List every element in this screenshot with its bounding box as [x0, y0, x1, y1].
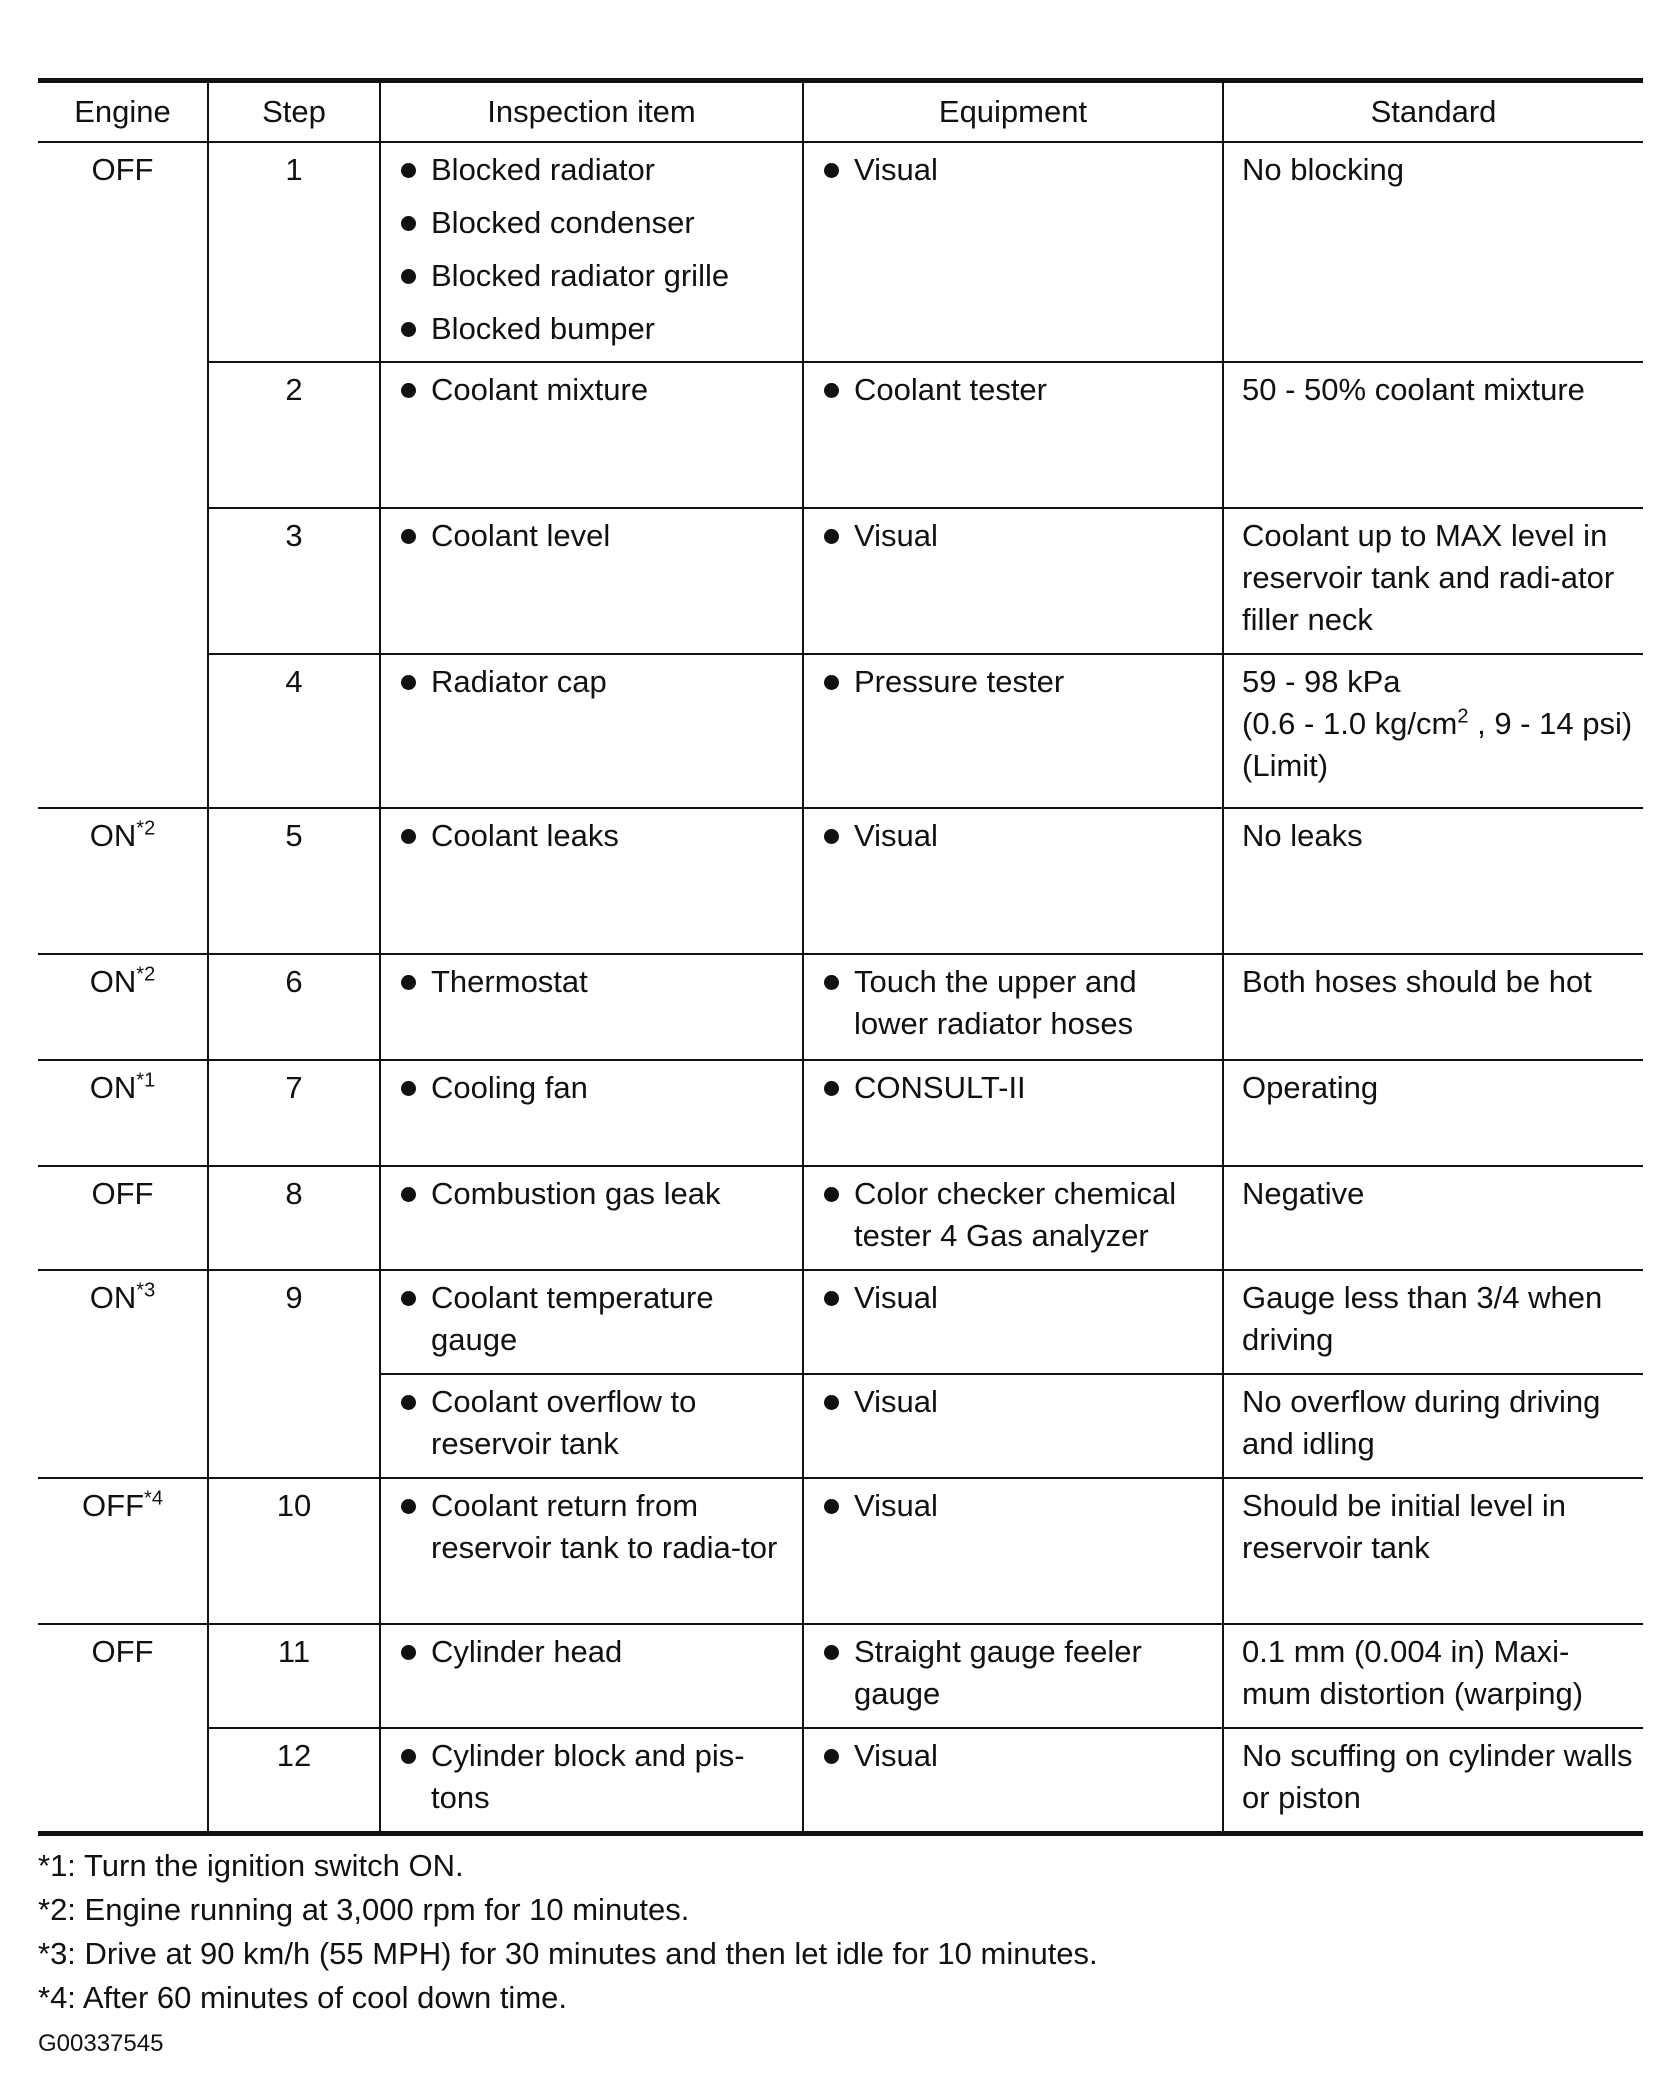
- inspection-item-cell: [380, 654, 803, 808]
- equipment-cell: [803, 362, 1223, 508]
- standard-cell: No blocking: [1223, 142, 1643, 362]
- table-row: [38, 1166, 1643, 1270]
- inspection-item-cell: [380, 1166, 803, 1270]
- step-cell: 3: [208, 508, 380, 654]
- standard-line: 59 - 98 kPa: [1242, 664, 1401, 699]
- list-item: Coolant return from reservoir tank to radia-tor: [399, 1485, 792, 1569]
- standard-cell: Negative: [1223, 1166, 1643, 1270]
- standard-cell: Gauge less than 3/4 when driving: [1223, 1270, 1643, 1374]
- list-item: Blocked bumper: [399, 308, 792, 350]
- standard-cell: No overflow during driving and idling: [1223, 1374, 1643, 1478]
- inspection-item-cell: [380, 142, 803, 362]
- footnote: *2: Engine running at 3,000 rpm for 10 minutes.: [38, 1892, 690, 1927]
- inspection-item-cell: [380, 1478, 803, 1624]
- list-item: Coolant level: [399, 515, 792, 557]
- equipment-cell: [803, 1060, 1223, 1166]
- equipment-cell: [803, 808, 1223, 954]
- equipment-cell: [803, 1728, 1223, 1834]
- table-row: [38, 1478, 1643, 1624]
- standard-line: [1242, 703, 1633, 787]
- list-item: Thermostat: [399, 961, 792, 1003]
- list-item: Combustion gas leak: [399, 1173, 792, 1215]
- list-item: Blocked radiator grille: [399, 255, 792, 297]
- table-row: [38, 142, 1643, 362]
- engine-cell: [38, 1270, 208, 1478]
- footnote-ref: *1: [136, 1069, 156, 1092]
- engine-cell: [38, 1478, 208, 1624]
- step-cell: 10: [208, 1478, 380, 1624]
- table-row: [38, 654, 1643, 808]
- inspection-item-cell: [380, 362, 803, 508]
- table-row: [38, 1270, 1643, 1374]
- table-row: [38, 1624, 1643, 1728]
- table-row: [38, 954, 1643, 1060]
- engine-state: ON: [89, 1070, 137, 1105]
- list-item: Blocked radiator: [399, 149, 792, 191]
- inspection-item-cell: [380, 1270, 803, 1374]
- step-cell: 9: [208, 1270, 380, 1478]
- list-item: CONSULT-II: [822, 1067, 1212, 1109]
- superscript: 2: [1457, 705, 1469, 728]
- engine-cell: [38, 1624, 208, 1834]
- step-cell: 12: [208, 1728, 380, 1834]
- list-item: Visual: [822, 815, 1212, 857]
- equipment-cell: [803, 1478, 1223, 1624]
- list-item: Visual: [822, 515, 1212, 557]
- inspection-item-cell: [380, 508, 803, 654]
- engine-state: OFF: [91, 1634, 154, 1669]
- list-item: Cooling fan: [399, 1067, 792, 1109]
- document-page: [38, 78, 1643, 2060]
- inspection-item-cell: [380, 954, 803, 1060]
- footnotes: [38, 1844, 1643, 2020]
- inspection-item-cell: [380, 808, 803, 954]
- standard-cell: Operating: [1223, 1060, 1643, 1166]
- inspection-item-cell: [380, 1374, 803, 1478]
- footnote-ref: *2: [136, 963, 156, 986]
- list-item: Coolant temperature gauge: [399, 1277, 792, 1361]
- standard-cell: [1223, 654, 1643, 808]
- step-cell: 5: [208, 808, 380, 954]
- list-item: Visual: [822, 1277, 1212, 1319]
- header-equipment: Equipment: [803, 81, 1223, 143]
- engine-cell: [38, 142, 208, 808]
- figure-code: G00337545: [38, 2030, 164, 2057]
- equipment-cell: [803, 1374, 1223, 1478]
- standard-cell: Both hoses should be hot: [1223, 954, 1643, 1060]
- list-item: Coolant tester: [822, 369, 1212, 411]
- table-row: [38, 808, 1643, 954]
- standard-text: , 9 - 14 psi) (Limit): [1242, 706, 1633, 783]
- step-cell: 1: [208, 142, 380, 362]
- header-standard: Standard: [1223, 81, 1643, 143]
- header-inspection-item: Inspection item: [380, 81, 803, 143]
- header-row: [38, 81, 1643, 143]
- equipment-cell: [803, 1624, 1223, 1728]
- engine-cell: [38, 1060, 208, 1166]
- inspection-table: [38, 78, 1643, 1836]
- footnote-ref: *2: [136, 817, 156, 840]
- step-cell: 11: [208, 1624, 380, 1728]
- engine-cell: [38, 808, 208, 954]
- list-item: Blocked condenser: [399, 202, 792, 244]
- list-item: Radiator cap: [399, 661, 792, 703]
- standard-cell: Coolant up to MAX level in reservoir tank and radi-ator filler neck: [1223, 508, 1643, 654]
- inspection-item-cell: [380, 1060, 803, 1166]
- list-item: Coolant overflow to reservoir tank: [399, 1381, 792, 1465]
- table-row: [38, 362, 1643, 508]
- step-cell: 8: [208, 1166, 380, 1270]
- equipment-cell: [803, 1270, 1223, 1374]
- table-row: [38, 1728, 1643, 1834]
- list-item: Pressure tester: [822, 661, 1212, 703]
- list-item: Cylinder block and pis-tons: [399, 1735, 792, 1819]
- footnote-ref: *3: [136, 1279, 156, 1302]
- standard-cell: 50 - 50% coolant mixture: [1223, 362, 1643, 508]
- footnote: *4: After 60 minutes of cool down time.: [38, 1980, 567, 2015]
- list-item: Coolant mixture: [399, 369, 792, 411]
- engine-state: ON: [89, 1280, 137, 1315]
- step-cell: 2: [208, 362, 380, 508]
- inspection-item-cell: [380, 1728, 803, 1834]
- list-item: Coolant leaks: [399, 815, 792, 857]
- standard-cell: No leaks: [1223, 808, 1643, 954]
- engine-cell: [38, 954, 208, 1060]
- list-item: Straight gauge feeler gauge: [822, 1631, 1212, 1715]
- footnote: *1: Turn the ignition switch ON.: [38, 1848, 464, 1883]
- step-cell: 4: [208, 654, 380, 808]
- list-item: Visual: [822, 1485, 1212, 1527]
- list-item: Touch the upper and lower radiator hoses: [822, 961, 1212, 1045]
- equipment-cell: [803, 142, 1223, 362]
- equipment-cell: [803, 508, 1223, 654]
- standard-cell: Should be initial level in reservoir tank: [1223, 1478, 1643, 1624]
- inspection-item-cell: [380, 1624, 803, 1728]
- standard-cell: No scuffing on cylinder walls or piston: [1223, 1728, 1643, 1834]
- list-item: Visual: [822, 149, 1212, 191]
- list-item: Visual: [822, 1381, 1212, 1423]
- header-step: Step: [208, 81, 380, 143]
- engine-state: OFF: [91, 1176, 154, 1211]
- equipment-cell: [803, 654, 1223, 808]
- header-engine: Engine: [38, 81, 208, 143]
- footnote-ref: *4: [144, 1487, 163, 1510]
- list-item: Visual: [822, 1735, 1212, 1777]
- engine-cell: [38, 1166, 208, 1270]
- equipment-cell: [803, 954, 1223, 1060]
- engine-state: ON: [89, 964, 137, 999]
- standard-text: (0.6 - 1.0 kg/cm: [1242, 706, 1458, 741]
- engine-state: OFF: [91, 152, 154, 187]
- table-row: [38, 1060, 1643, 1166]
- engine-state: OFF: [82, 1488, 145, 1523]
- step-cell: 7: [208, 1060, 380, 1166]
- list-item: Cylinder head: [399, 1631, 792, 1673]
- step-cell: 6: [208, 954, 380, 1060]
- equipment-cell: [803, 1166, 1223, 1270]
- standard-cell: 0.1 mm (0.004 in) Maxi-mum distortion (warping): [1223, 1624, 1643, 1728]
- footnote: *3: Drive at 90 km/h (55 MPH) for 30 minutes and then let idle for 10 minutes.: [38, 1936, 1098, 1971]
- engine-state: ON: [89, 818, 137, 853]
- table-row: [38, 508, 1643, 654]
- list-item: Color checker chemical tester 4 Gas analyzer: [822, 1173, 1212, 1257]
